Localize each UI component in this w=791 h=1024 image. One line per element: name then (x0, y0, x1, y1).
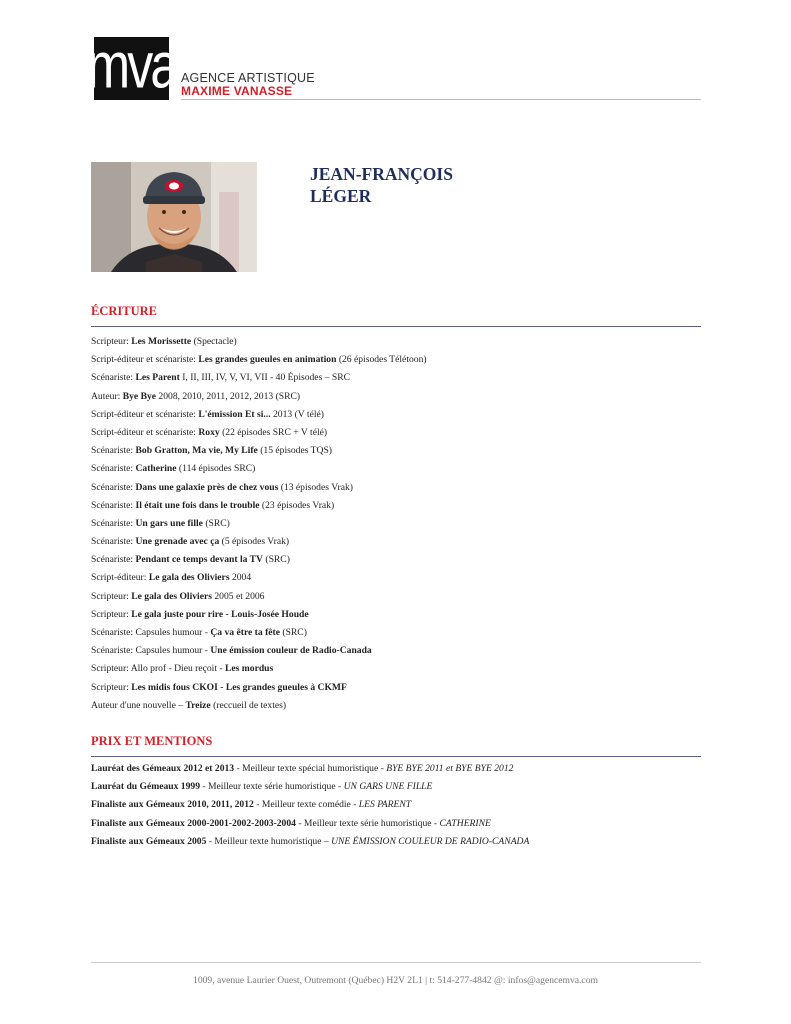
list-item (91, 833, 529, 851)
name-first: JEAN-FRANÇOIS (310, 164, 453, 184)
list-item (91, 642, 427, 660)
award-name: Finaliste aux Gémeaux 2010, 2011, 2012 (91, 799, 254, 811)
award-category: - Meilleur texte série humoristique - (295, 817, 440, 829)
item-detail: 2013 (V télé) (270, 408, 324, 420)
list-item (91, 796, 529, 814)
list-item (91, 442, 427, 460)
list-item (91, 406, 427, 424)
list-item (91, 515, 427, 533)
item-detail: (SRC) (202, 517, 230, 529)
item-role: Scripteur: (91, 681, 132, 693)
item-detail: (SRC) (262, 554, 290, 566)
item-role: Scénariste: (91, 517, 136, 529)
award-work: LES PARENT (358, 799, 412, 811)
item-role: Scénariste: (91, 481, 136, 493)
person-name (310, 163, 453, 207)
item-detail: (13 épisodes Vrak) (278, 481, 353, 493)
list-item (91, 551, 427, 569)
agency-owner: MAXIME VANASSE (181, 84, 293, 98)
item-role: Script-éditeur: (91, 572, 149, 584)
item-role: Scénariste: (91, 499, 136, 511)
item-title: Le gala des Oliviers (131, 590, 212, 602)
footer-divider (91, 962, 701, 963)
list-item (91, 460, 427, 478)
item-role: Script-éditeur et scénariste: (91, 408, 199, 420)
header-divider (181, 99, 701, 100)
award-name: Finaliste aux Gémeaux 2005 (91, 835, 207, 847)
agency-logo (86, 29, 177, 102)
item-detail: (114 épisodes SRC) (176, 463, 256, 475)
list-item (91, 533, 427, 551)
item-title: Treize (185, 699, 211, 711)
item-title: Pendant ce temps devant la TV (135, 554, 263, 566)
item-title: Bye Bye (122, 390, 157, 402)
list-item (91, 606, 427, 624)
item-role: Scénariste: (91, 536, 136, 548)
award-work: CATHERINE (439, 817, 491, 829)
section-title-prix: PRIX ET MENTIONS (91, 734, 213, 748)
item-title: Ça va être ta fête (210, 627, 280, 638)
footer-contact: 1009, avenue Laurier Ouest, Outremont (Québec) H2V 2L1 | t: 514-277-4842 @: infos@agencemva.com (193, 975, 598, 986)
list-item (91, 497, 427, 515)
list-item (91, 815, 529, 833)
item-role: Scénariste: (91, 554, 136, 566)
profile-photo (91, 162, 257, 272)
item-title: Le gala des Oliviers (148, 572, 230, 584)
item-role: Scénariste: Capsules humour - (91, 645, 211, 657)
item-detail: (reccueil de textes) (210, 699, 287, 711)
item-title: Il était une fois dans le trouble (135, 499, 260, 511)
award-name: Finaliste aux Gémeaux 2000-2001-2002-2003-2004 (91, 817, 296, 829)
list-item (91, 588, 427, 606)
award-category: - Meilleur texte spécial humoristique - (234, 763, 387, 774)
item-role: Auteur d'une nouvelle – (91, 699, 186, 711)
logo-text: mva (86, 29, 177, 102)
item-title: Un gars une fille (135, 517, 203, 529)
item-title: Les mordus (225, 663, 274, 675)
item-detail: 2004 (229, 572, 252, 584)
item-title: Bob Gratton, Ma vie, My Life (135, 445, 258, 457)
award-category: - Meilleur texte série humoristique - (200, 781, 344, 793)
item-detail: (15 épisodes TQS) (257, 445, 332, 457)
item-title: L'émission Et si... (198, 408, 271, 420)
item-detail: 2005 et 2006 (211, 590, 265, 602)
list-item (91, 679, 427, 697)
item-role: Script-éditeur et scénariste: (91, 354, 199, 366)
list-item (91, 388, 427, 406)
item-detail: (5 épisodes Vrak) (219, 536, 290, 548)
list-item (91, 624, 427, 642)
prix-list (91, 760, 529, 851)
item-title: Une émission couleur de Radio-Canada (210, 645, 372, 657)
list-item (91, 479, 427, 497)
list-item (91, 569, 427, 587)
item-role: Scripteur: (91, 608, 132, 620)
item-title: Les midis fous CKOI - Les grandes gueules à CKMF (131, 681, 347, 693)
item-role: Scénariste: Capsules humour - (91, 627, 211, 638)
list-item (91, 369, 427, 387)
section-divider-ecriture (91, 326, 701, 327)
item-detail: 2008, 2010, 2011, 2012, 2013 (SRC) (156, 390, 301, 402)
portrait-image (91, 162, 257, 272)
award-name: Lauréat des Gémeaux 2012 et 2013 (91, 763, 235, 774)
item-title: Catherine (135, 463, 177, 475)
item-role: Scripteur: (91, 590, 132, 602)
list-item (91, 660, 427, 678)
item-role: Script-éditeur et scénariste: (91, 426, 199, 438)
section-title-ecriture: ÉCRITURE (91, 304, 157, 318)
award-work: UN GARS UNE FILLE (343, 781, 433, 793)
list-item (91, 760, 529, 778)
item-detail: I, II, III, IV, V, VI, VII - 40 Épisodes – SRC (179, 372, 351, 384)
list-item (91, 697, 427, 715)
award-work: UNE ÉMISSION COULEUR DE RADIO-CANADA (331, 835, 530, 847)
award-name: Lauréat du Gémeaux 1999 (91, 781, 200, 793)
list-item (91, 778, 529, 796)
list-item (91, 424, 427, 442)
item-detail: (SRC) (279, 627, 307, 638)
ecriture-list (91, 333, 427, 715)
list-item (91, 351, 427, 369)
award-category: - Meilleur texte comédie - (253, 799, 359, 811)
agency-name: AGENCE ARTISTIQUE (181, 71, 315, 85)
item-title: Roxy (198, 426, 220, 438)
item-title: Les Parent (135, 372, 180, 384)
section-divider-prix (91, 756, 701, 757)
item-detail: (22 épisodes SRC + V télé) (219, 426, 328, 438)
item-title: Les Morissette (131, 336, 192, 347)
item-role: Scénariste: (91, 372, 136, 384)
list-item (91, 333, 427, 351)
item-role: Scripteur: (91, 336, 132, 347)
item-title: Une grenade avec ça (135, 536, 220, 548)
item-role: Scénariste: (91, 445, 136, 457)
item-detail: (23 épisodes Vrak) (259, 499, 335, 511)
item-title: Le gala juste pour rire - Louis-Josée Houde (131, 608, 309, 620)
item-role: Auteur: (91, 390, 123, 402)
award-work: BYE BYE 2011 et BYE BYE 2012 (386, 763, 514, 774)
name-last: LÉGER (310, 186, 372, 206)
item-role: Scripteur: Allo prof - Dieu reçoit - (91, 663, 226, 675)
item-detail: (Spectacle) (191, 336, 237, 347)
award-category: - Meilleur texte humoristique – (206, 835, 332, 847)
item-role: Scénariste: (91, 463, 136, 475)
item-detail: (26 épisodes Télétoon) (336, 354, 427, 366)
item-title: Les grandes gueules en animation (198, 354, 337, 366)
item-title: Dans une galaxie près de chez vous (135, 481, 279, 493)
